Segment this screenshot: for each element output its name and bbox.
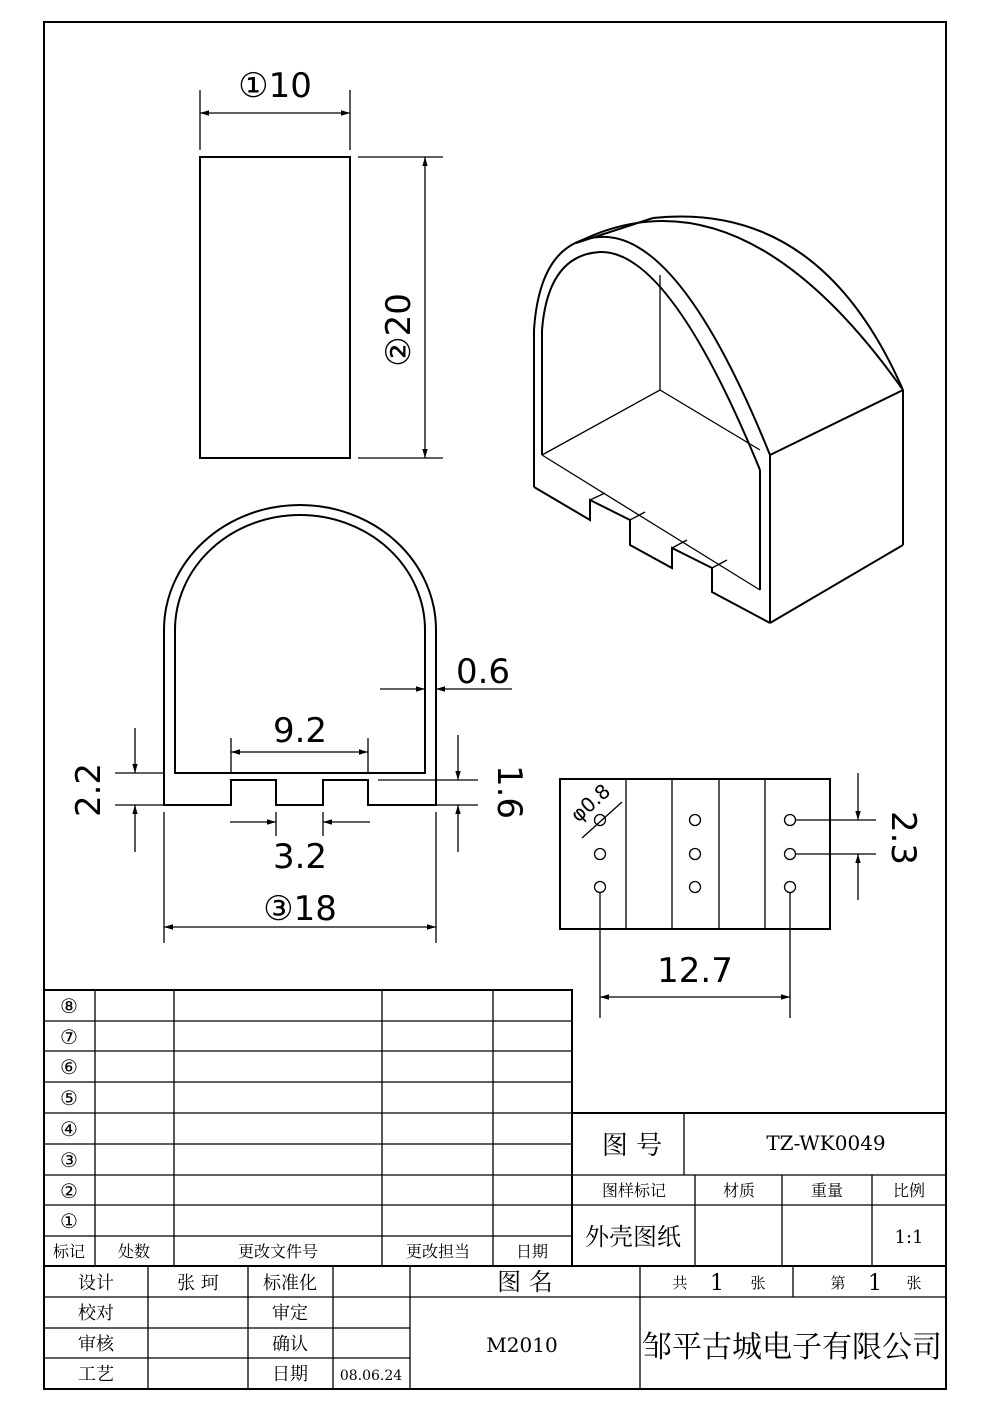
dim-inner-width: 9.2 [272, 711, 328, 751]
revision-row-mark: ③ [60, 1148, 78, 1172]
sign-label: 校对 [78, 1303, 114, 1324]
drawing-number: TZ-WK0049 [766, 1131, 886, 1155]
pin-hole [690, 849, 701, 860]
dim-width-10: ①10 [238, 66, 312, 106]
signature-block [44, 1266, 946, 1389]
dim-overall-width: ③18 [263, 889, 337, 929]
pin-hole [785, 849, 796, 860]
front-view [69, 505, 529, 943]
name-label: 图 名 [497, 1268, 553, 1296]
dim-height-20: ②20 [379, 293, 419, 367]
revision-header: 日期 [515, 1242, 549, 1261]
title-block [572, 1113, 946, 1266]
designer-name: 张 珂 [177, 1273, 219, 1294]
dim-height-right: 1.6 [489, 764, 529, 820]
pin-hole [690, 815, 701, 826]
approval-label: 审定 [272, 1303, 308, 1324]
revision-row-mark: ① [60, 1209, 78, 1233]
drawing-date: 08.06.24 [339, 1368, 403, 1384]
isometric-view [534, 216, 903, 623]
revision-header: 更改文件号 [237, 1242, 319, 1261]
total-sheets-value: 1 [710, 1271, 724, 1296]
col-header: 重量 [810, 1181, 844, 1200]
drawing-number-label: 图 号 [601, 1131, 663, 1161]
pin-hole [595, 849, 606, 860]
revision-row-mark: ⑧ [60, 994, 78, 1018]
approval-label: 标准化 [263, 1273, 317, 1294]
company-name: 邹平古城电子有限公司 [642, 1330, 942, 1365]
approval-label: 确认 [272, 1334, 308, 1355]
revision-row-mark: ⑥ [60, 1055, 78, 1079]
pin-hole [785, 882, 796, 893]
dim-slot-width: 3.2 [272, 837, 328, 877]
col-header: 图样标记 [601, 1181, 667, 1200]
dim-height-left: 2.2 [69, 762, 109, 818]
dim-hole-diameter: φ0.8 [565, 778, 616, 827]
total-sheets-unit: 张 [750, 1274, 766, 1292]
top-view [200, 66, 443, 458]
col-header: 材质 [722, 1181, 756, 1200]
pin-hole [690, 882, 701, 893]
part-name: M2010 [486, 1333, 558, 1357]
revision-row-mark: ⑦ [60, 1025, 78, 1049]
front-view-outer-profile [164, 505, 436, 805]
pin-hole [595, 882, 606, 893]
col-header: 比例 [892, 1181, 926, 1200]
revision-row-mark: ② [60, 1179, 78, 1203]
pin-hole [595, 815, 606, 826]
top-view-outline [200, 157, 350, 458]
revision-table [44, 990, 572, 1266]
revision-row-mark: ④ [60, 1117, 78, 1141]
revision-header: 更改担当 [405, 1242, 471, 1261]
sign-label: 工艺 [78, 1364, 114, 1385]
revision-row-mark: ⑤ [60, 1086, 78, 1110]
sign-label: 设计 [78, 1273, 114, 1294]
revision-header: 标记 [52, 1242, 86, 1261]
sign-label: 审核 [78, 1334, 114, 1355]
sheet-number-value: 1 [868, 1271, 882, 1296]
dim-pin-pitch: 2.3 [883, 810, 923, 866]
approval-label: 日期 [272, 1364, 308, 1385]
dim-wall-thickness: 0.6 [455, 652, 511, 692]
drawing-title: 外壳图纸 [585, 1223, 681, 1251]
revision-header: 处数 [117, 1242, 151, 1261]
dim-row-spacing: 12.7 [657, 951, 733, 991]
sheet-number-unit: 张 [906, 1274, 922, 1292]
scale-value: 1:1 [894, 1227, 924, 1248]
pin-hole [785, 815, 796, 826]
sheet-number-label: 第 [830, 1274, 846, 1292]
total-sheets-label: 共 [672, 1274, 688, 1292]
bottom-view [560, 773, 923, 1018]
